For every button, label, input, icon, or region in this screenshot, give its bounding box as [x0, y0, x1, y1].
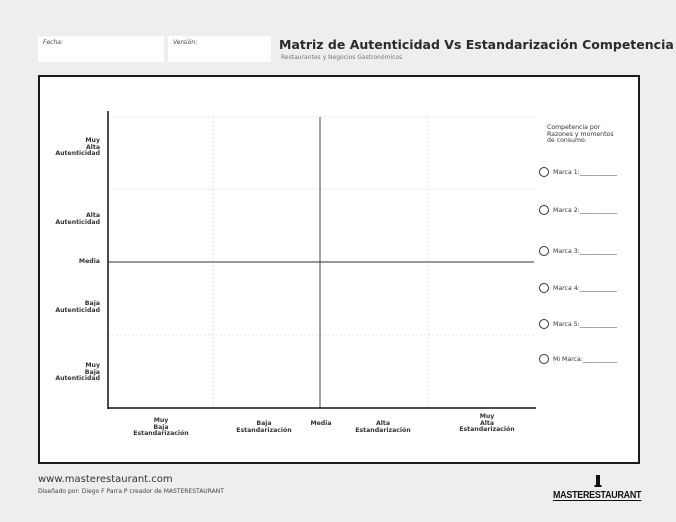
chef-hat-icon: [593, 475, 603, 489]
x-label-muy-baja: Muy Baja Estandarización: [133, 417, 189, 437]
legend-item-mi-marca[interactable]: Mi Marca:___________: [539, 353, 617, 365]
legend-item-marca-3[interactable]: Marca 3:____________: [539, 245, 617, 257]
page-title: Matriz de Autenticidad Vs Estandarización Competencia: [279, 37, 674, 52]
credit-text: Diseñado por: Diego F Parra P creador de MASTERESTAURANT: [38, 488, 224, 495]
x-label-muy-alta: Muy Alta Estandarización: [459, 413, 515, 433]
fecha-field[interactable]: [38, 36, 164, 62]
x-label-baja: Baja Estandarización: [236, 420, 292, 434]
brand-logo: [553, 476, 643, 504]
legend-item-marca-5[interactable]: Marca 5:____________: [539, 318, 617, 330]
y-label-muy-baja: Muy Baja Autenticidad: [55, 362, 100, 382]
radio-circle-icon[interactable]: [539, 354, 549, 364]
radio-circle-icon[interactable]: [539, 205, 549, 215]
brand-text: MASTERESTAURANT: [553, 489, 642, 501]
legend-item-marca-1[interactable]: Marca 1:____________: [539, 166, 617, 178]
x-label-alta: Alta Estandarización: [355, 420, 411, 434]
legend-title: Competencia por Razones y momentos de consumo:: [547, 124, 614, 144]
legend-item-marca-2[interactable]: Marca 2:____________: [539, 204, 617, 216]
fecha-label: Fecha:: [43, 39, 63, 46]
y-label-alta: Alta Autenticidad: [55, 212, 100, 226]
page-subtitle: Restaurantes y Negocios Gastronómicos: [281, 54, 403, 61]
version-label: Versión:: [173, 39, 198, 46]
y-label-muy-alta: Muy Alta Autenticidad: [55, 137, 100, 157]
radio-circle-icon[interactable]: [539, 319, 549, 329]
version-field[interactable]: [168, 36, 271, 62]
radio-circle-icon[interactable]: [539, 167, 549, 177]
radio-circle-icon[interactable]: [539, 246, 549, 256]
y-label-baja: Baja Autenticidad: [55, 300, 100, 314]
y-label-media: Media: [78, 258, 100, 265]
legend-item-marca-4[interactable]: Marca 4:____________: [539, 282, 617, 294]
radio-circle-icon[interactable]: [539, 283, 549, 293]
x-label-media: Media: [310, 420, 332, 427]
website-link[interactable]: www.masterestaurant.com: [38, 474, 173, 485]
